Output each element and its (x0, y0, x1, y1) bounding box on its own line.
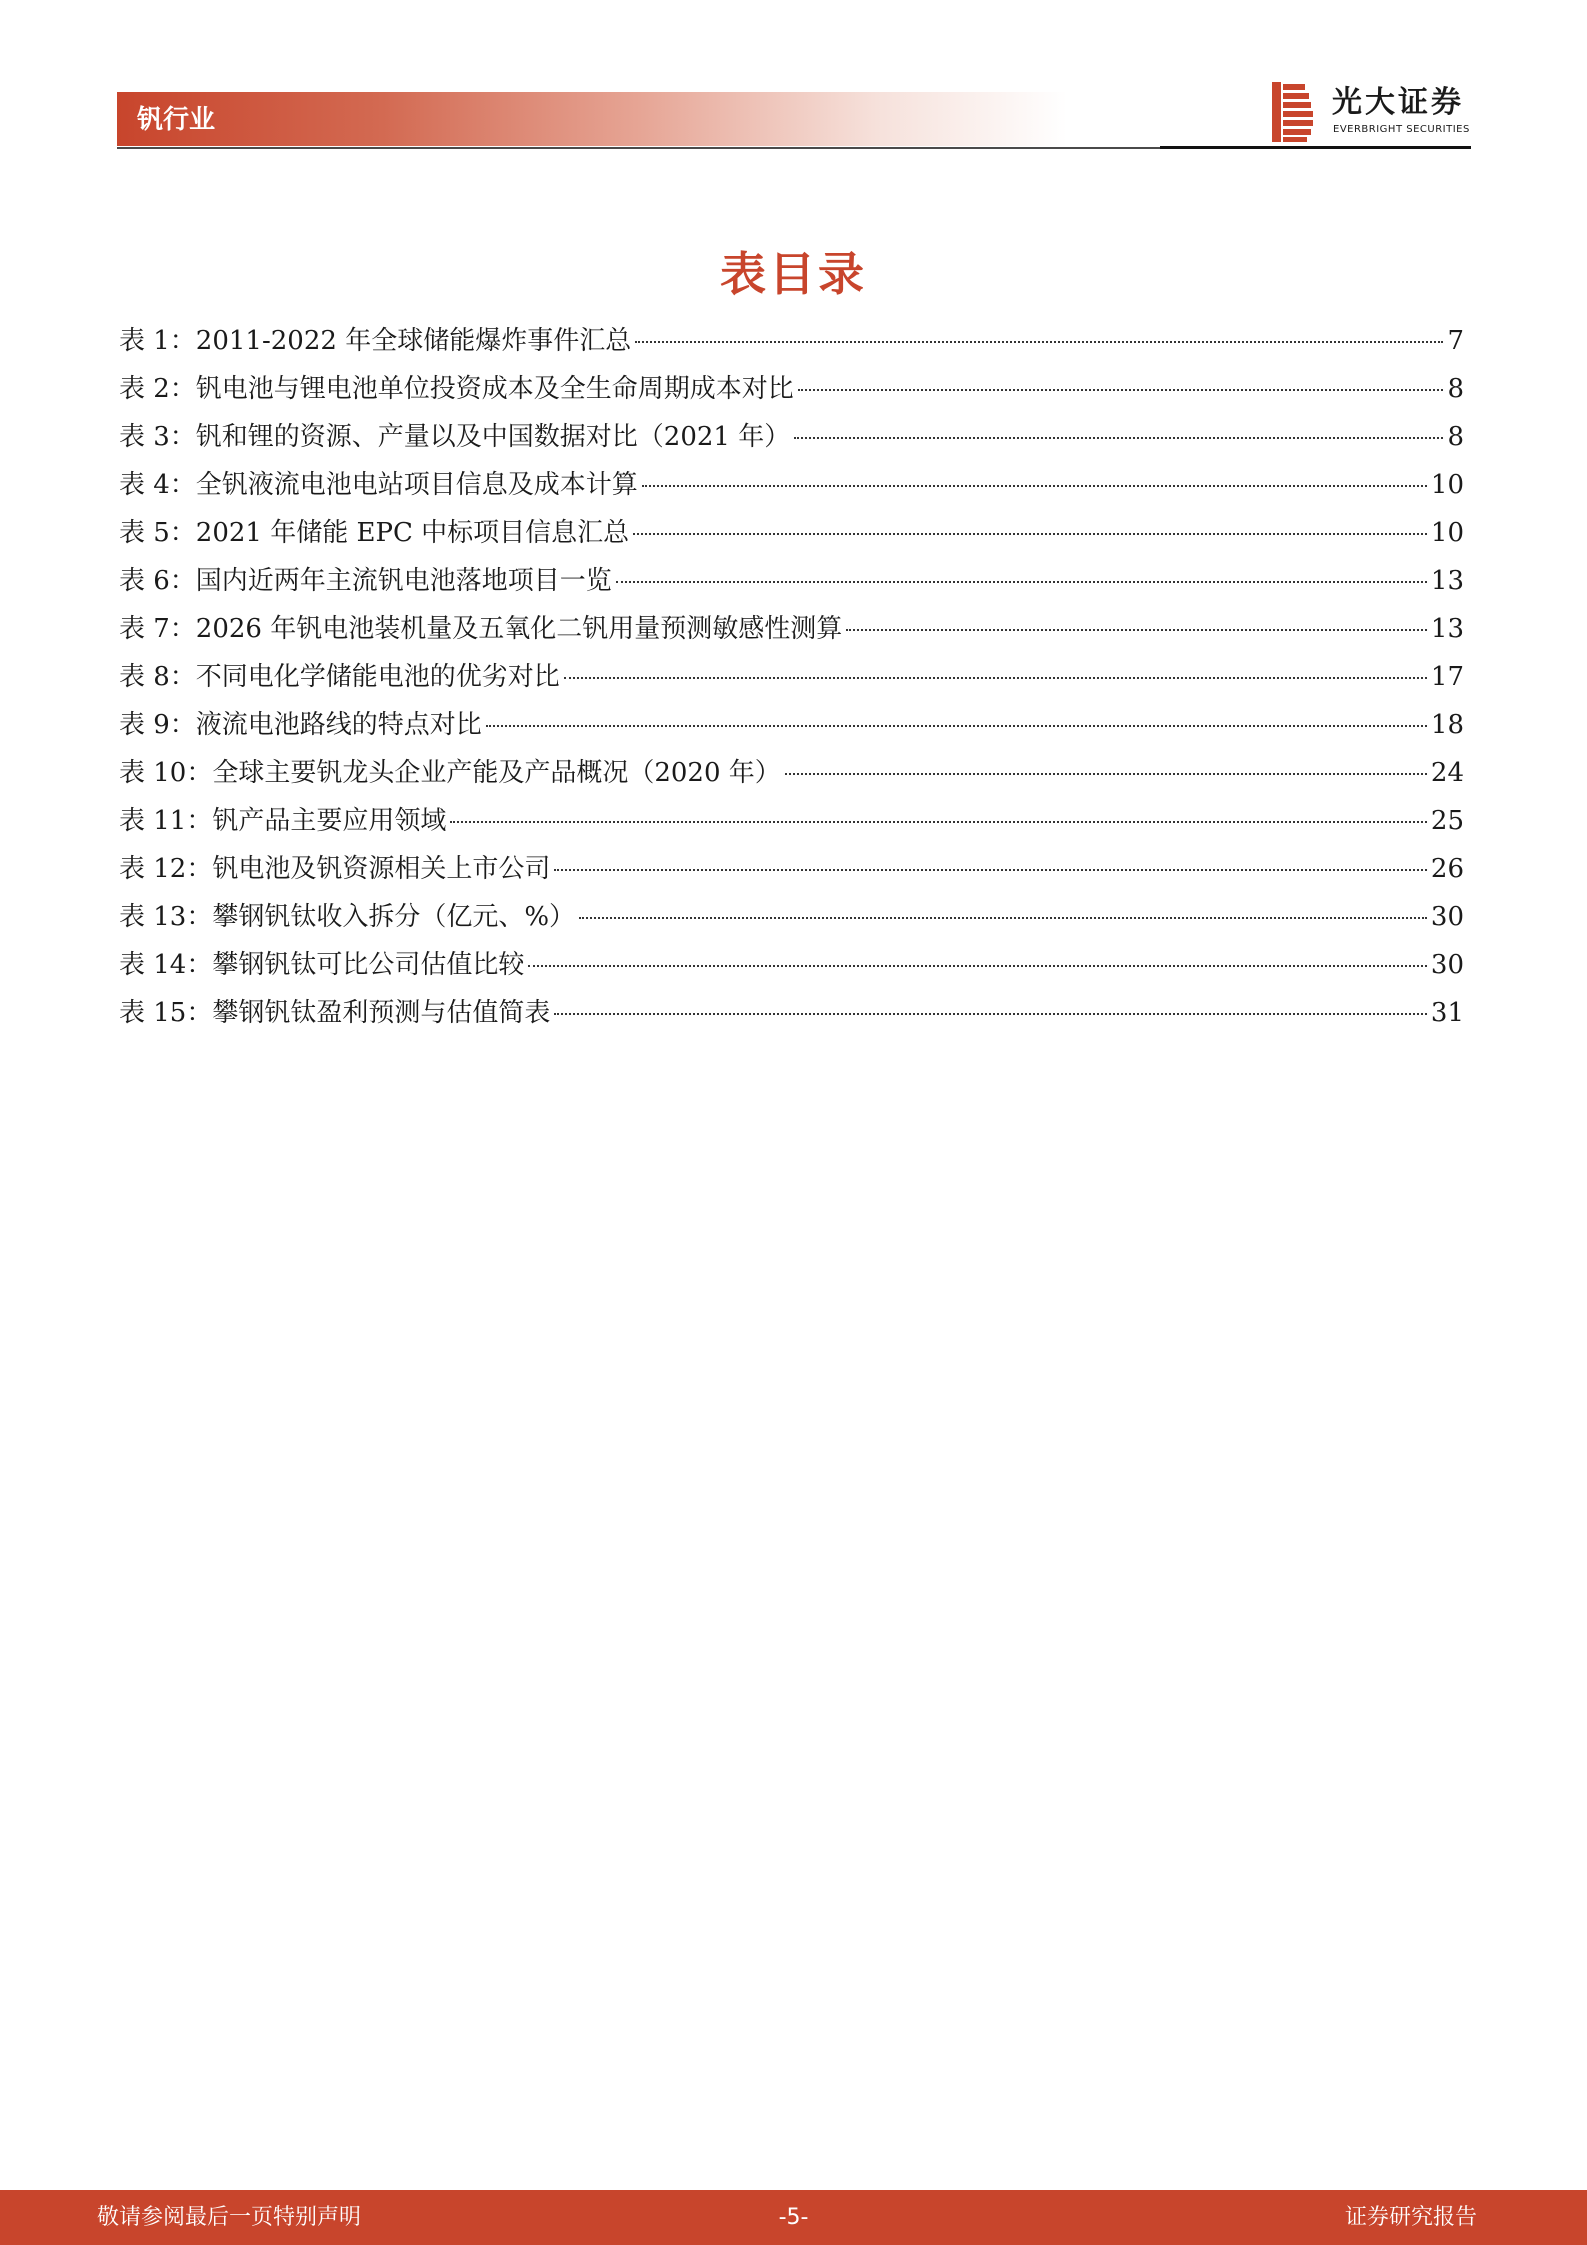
toc-entry-label: 表 10：全球主要钒龙头企业产能及产品概况（2020 年） (119, 758, 781, 788)
toc-entry[interactable] (119, 944, 1464, 992)
toc-dot-leader (554, 869, 1427, 871)
toc-entry[interactable] (119, 416, 1464, 464)
toc-dot-leader (785, 773, 1427, 775)
toc-entry-label: 表 15：攀钢钒钛盈利预测与估值简表 (119, 998, 551, 1028)
toc-entry-page: 24 (1430, 758, 1464, 788)
toc-entry-page: 30 (1430, 902, 1464, 932)
toc-entry-page: 13 (1430, 566, 1464, 596)
toc-dot-leader (564, 677, 1427, 679)
toc-dot-leader (486, 725, 1427, 727)
toc-entry[interactable] (119, 368, 1464, 416)
toc-entry-page: 25 (1430, 806, 1464, 836)
toc-entry[interactable] (119, 752, 1464, 800)
page-title: 表目录 (720, 247, 867, 301)
toc-entry-page: 17 (1430, 662, 1464, 692)
toc-entry-label: 表 6：国内近两年主流钒电池落地项目一览 (119, 566, 612, 596)
header-divider-accent (1160, 146, 1471, 149)
toc-entry-page: 18 (1430, 710, 1464, 740)
toc-entry-page: 31 (1430, 998, 1464, 1028)
toc-entry-label: 表 7：2026 年钒电池装机量及五氧化二钒用量预测敏感性测算 (119, 614, 843, 644)
toc-entry[interactable] (119, 608, 1464, 656)
footer-disclaimer: 敬请参阅最后一页特别声明 (97, 2205, 362, 2230)
toc-dot-leader (635, 341, 1443, 343)
header-band (117, 92, 1067, 146)
toc-entry[interactable] (119, 848, 1464, 896)
toc-entry-label: 表 13：攀钢钒钛收入拆分（亿元、%） (119, 902, 576, 932)
toc-entry[interactable] (119, 656, 1464, 704)
toc-entry-page: 10 (1430, 470, 1464, 500)
toc-entry-label: 表 1：2011-2022 年全球储能爆炸事件汇总 (119, 326, 632, 356)
toc-dot-leader (579, 917, 1427, 919)
toc-entry-page: 8 (1447, 374, 1464, 404)
section-label: 钒行业 (137, 105, 216, 135)
toc-dot-leader (794, 437, 1443, 439)
toc-entry-page: 30 (1430, 950, 1464, 980)
toc-dot-leader (528, 965, 1427, 967)
toc-dot-leader (846, 629, 1427, 631)
logo-subtitle: EVERBRIGHT SECURITIES (1333, 124, 1470, 135)
toc-entry[interactable] (119, 512, 1464, 560)
toc-dot-leader (798, 389, 1444, 391)
toc-entry[interactable] (119, 896, 1464, 944)
toc-dot-leader (642, 485, 1427, 487)
toc-entry[interactable] (119, 800, 1464, 848)
everbright-logo-icon (1272, 82, 1314, 142)
toc-entry-label: 表 3：钒和锂的资源、产量以及中国数据对比（2021 年） (119, 422, 791, 452)
company-logo (1272, 82, 1472, 142)
toc-entry[interactable] (119, 992, 1464, 1040)
toc-entry-page: 13 (1430, 614, 1464, 644)
toc-entry[interactable] (119, 560, 1464, 608)
toc-dot-leader (450, 821, 1427, 823)
logo-name: 光大证券 (1332, 85, 1464, 120)
toc-entry-label: 表 5：2021 年储能 EPC 中标项目信息汇总 (119, 518, 630, 548)
toc-entry-label: 表 2：钒电池与锂电池单位投资成本及全生命周期成本对比 (119, 374, 794, 404)
footer-page-number: -5- (778, 2205, 809, 2230)
footer-report-type: 证券研究报告 (1344, 2205, 1477, 2230)
toc-entry-label: 表 12：钒电池及钒资源相关上市公司 (119, 854, 551, 884)
toc-entry-page: 26 (1430, 854, 1464, 884)
toc-dot-leader (616, 581, 1427, 583)
toc-entry-label: 表 8：不同电化学储能电池的优劣对比 (119, 662, 560, 692)
toc-entry-page: 7 (1447, 326, 1464, 356)
table-of-contents (119, 320, 1464, 1040)
toc-entry[interactable] (119, 320, 1464, 368)
toc-entry-label: 表 14：攀钢钒钛可比公司估值比较 (119, 950, 525, 980)
toc-dot-leader (633, 533, 1427, 535)
toc-entry[interactable] (119, 704, 1464, 752)
toc-entry[interactable] (119, 464, 1464, 512)
toc-entry-page: 8 (1447, 422, 1464, 452)
toc-entry-page: 10 (1430, 518, 1464, 548)
toc-dot-leader (554, 1013, 1427, 1015)
toc-entry-label: 表 4：全钒液流电池电站项目信息及成本计算 (119, 470, 638, 500)
toc-entry-label: 表 11：钒产品主要应用领域 (119, 806, 447, 836)
toc-entry-label: 表 9：液流电池路线的特点对比 (119, 710, 482, 740)
